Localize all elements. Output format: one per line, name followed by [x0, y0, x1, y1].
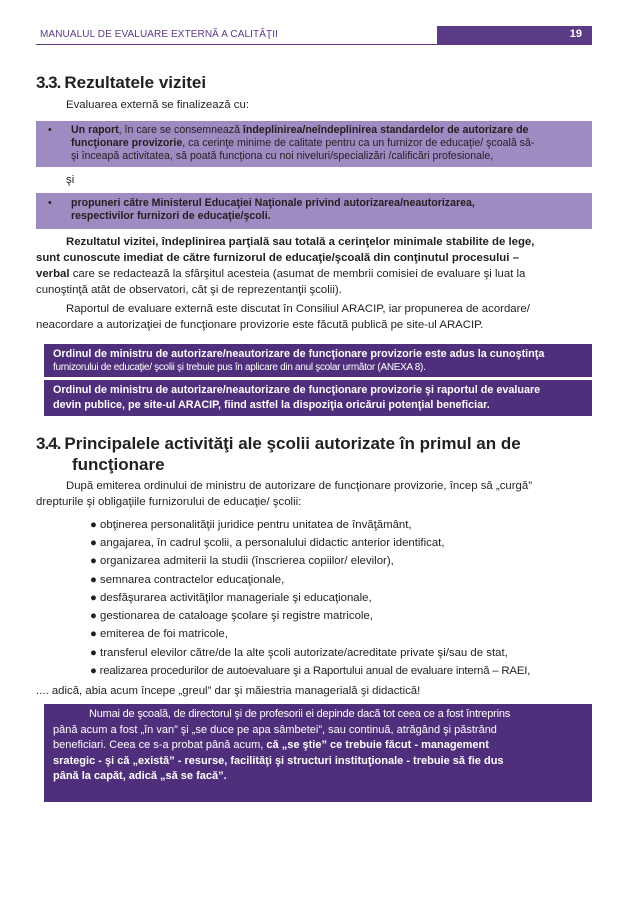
bold-text: Un raport: [71, 124, 119, 136]
conjunction-text: şi: [66, 174, 75, 186]
text: Ordinul de ministru de autorizare/neautorizare de funcţionare provizorie este adus la cunoştinţa: [53, 348, 545, 360]
section-number: 3.4.: [36, 434, 61, 453]
text: până acum a fost „în van” şi „se duce pe apa sâmbetei”, sau continuă, atrăgând şi păstrând: [53, 723, 497, 736]
highlight-box-proposals: [36, 193, 592, 229]
text: beneficiari. Ceea ce s-a probat până acum,: [53, 739, 267, 752]
text: şi înceapă activitatea, să poată funcţiona cu noi niveluri/specializări /calificări profesionale,: [71, 150, 494, 162]
section-heading-3-4: [36, 433, 521, 475]
text: până la capăt, adică „să se facă”.: [53, 770, 227, 783]
note-box-order: [44, 344, 592, 377]
note-box-school: [44, 704, 592, 802]
bold-text: funcţionare provizorie: [71, 137, 183, 149]
note-text: [53, 707, 584, 785]
page-header: [36, 26, 592, 45]
text: srategic - şi că „există” - resurse, facilităţi şi structuri instituţionale - trebuie să fie dus: [53, 754, 504, 767]
highlight-box-report: [36, 121, 592, 167]
text: cunoştinţă atât de observatori, cât şi de reprezentanţii şcolii).: [36, 284, 342, 296]
text: Numai de şcoală, de directorul şi de profesorii ei depinde dacă tot ceea ce a fost întreprins: [89, 708, 511, 720]
text: Raportul de evaluare externă este discutat în Consiliul ARACIP, iar propunerea de acordare/: [66, 303, 530, 315]
note-box-publication: [44, 380, 592, 416]
header-title: MANUALUL DE EVALUARE EXTERNĂ A CALITĂŢII: [40, 29, 278, 40]
section-title: Principalele activităţi ale şcolii autorizate în primul an de: [64, 434, 521, 453]
text: furnizorului de educaţie/ şcolii şi trebuie pus în aplicare din anul şcolar următor (ANEXA 8).: [53, 362, 426, 373]
section-intro: [36, 478, 592, 510]
bold-text: îndeplinirea/neîndeplinirea standardelor de autorizare de: [242, 124, 529, 136]
intro-text: Evaluarea externă se finalizează cu:: [66, 99, 249, 111]
text: respectivilor furnizori de educaţie/şcoli.: [71, 210, 271, 222]
header-rule: [36, 44, 437, 45]
list-item: ● angajarea, în cadrul şcolii, a personalului didactic anterior identificat,: [90, 537, 445, 549]
bullet: •: [48, 124, 52, 136]
report-text: [71, 124, 584, 163]
list-item: ● gestionarea de cataloage şcolare şi registre matricole,: [90, 610, 373, 622]
list-item: ● semnarea contractelor educaţionale,: [90, 574, 285, 586]
text: , ca cerinţe minime de calitate pentru ca un furnizor de educaţie/ şcoală să-: [182, 137, 535, 149]
section-title-cont: funcţionare: [72, 455, 165, 474]
text: Rezultatul vizitei, îndeplinirea parţială sau totală a cerinţelor minimale stabilite de lege,: [66, 236, 535, 248]
text: După emiterea ordinului de ministru de autorizare de funcţionare provizorie, încep să „curgă”: [66, 480, 532, 492]
list-item: ● transferul elevilor către/de la alte şcoli autorizate/acreditate private şi/sau de stat,: [90, 647, 508, 659]
section-title: Rezultatele vizitei: [64, 73, 207, 92]
list-item: ● organizarea admiterii la studii (înscrierea copiilor/ elevilor),: [90, 555, 394, 567]
bullet: •: [48, 197, 52, 209]
bold-text: verbal: [36, 268, 70, 280]
text: , în care se consemnează: [118, 124, 243, 136]
outro-text: .... adică, abia acum începe „greul” dar şi măiestria managerială şi didactică!: [36, 685, 421, 697]
text: drepturile şi obligaţiile furnizorului de educaţie/ şcolii:: [36, 496, 302, 508]
list-item: ● realizarea procedurilor de autoevaluare şi a Raportului anual de evaluare internă – RAEI,: [90, 665, 531, 677]
proposals-text: [71, 197, 584, 223]
section-heading-3-3: [36, 72, 206, 93]
page-number: 19: [569, 28, 582, 40]
aracip-paragraph: [36, 301, 592, 333]
page-number-box: [437, 26, 592, 45]
text: care se redactează la sfârşitul acesteia (asumat de membrii comisiei de evaluare şi luat la: [69, 268, 526, 280]
text: sunt cunoscute imediat de către furnizorul de educaţie/şcoală din conţinutul procesului –: [36, 252, 519, 264]
result-paragraph: [36, 234, 592, 298]
text: propuneri către Ministerul Educaţiei Naţionale privind autorizarea/neautorizarea,: [71, 197, 475, 209]
bold-text: că „se ştie” ce trebuie făcut - management: [266, 739, 489, 752]
text: devin publice, pe site-ul ARACIP, fiind astfel la dispoziţia oricărui potenţial beneficiar.: [53, 399, 490, 411]
text: Ordinul de ministru de autorizare/neautorizare de funcţionare provizorie şi raportul de evaluare: [53, 384, 541, 396]
text: neacordare a autorizaţiei de funcţionare provizorie este făcută publică pe site-ul ARACIP.: [36, 319, 484, 331]
list-item: ● obţinerea personalităţii juridice pentru unitatea de învăţământ,: [90, 519, 412, 531]
list-item: ● emiterea de foi matricole,: [90, 628, 228, 640]
section-number: 3.3.: [36, 73, 61, 92]
list-item: ● desfăşurarea activităţilor manageriale şi educaţionale,: [90, 592, 372, 604]
